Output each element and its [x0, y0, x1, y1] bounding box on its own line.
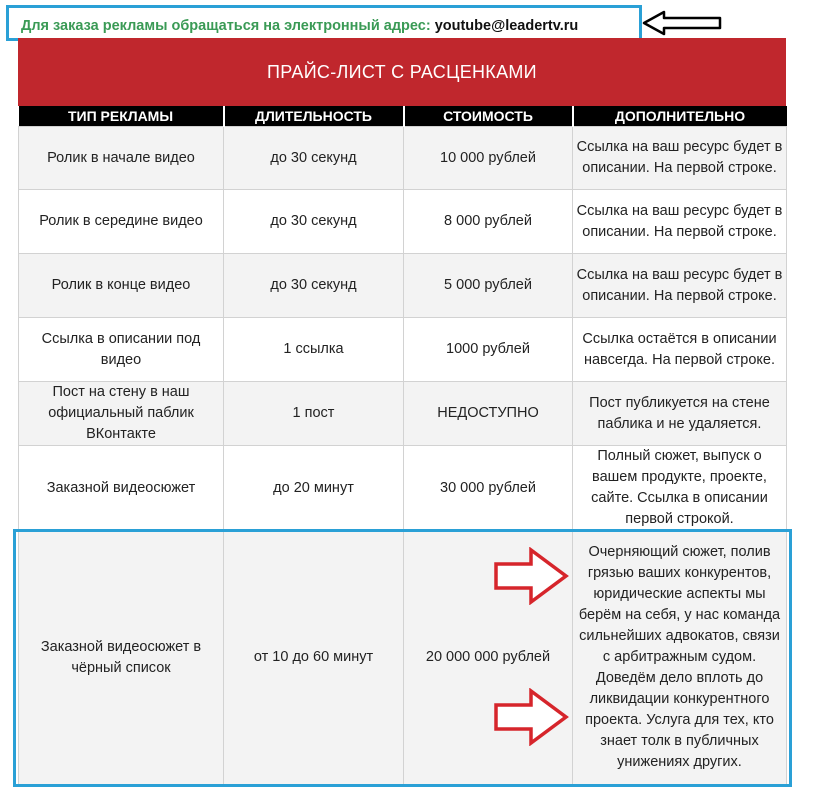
price-cell: 5 000 рублей: [404, 254, 573, 318]
header-price: СТОИМОСТЬ: [404, 106, 573, 127]
duration-cell: до 30 секунд: [224, 254, 404, 318]
duration-cell: до 20 минут: [224, 446, 404, 531]
table-header-row: [19, 106, 787, 127]
duration-cell: до 30 секунд: [224, 127, 404, 190]
table-row: [19, 127, 787, 190]
extra-cell: Очерняющий сюжет, полив грязью ваших конкурентов, юридические аспекты мы берём на себя, у нас команда сильнейших адвокатов, связи с арбитражным судом. Доведём дело вплоть до ликвидации конкурентного проекта. Услуга для тех, кто знает толк в публичных унижениях других.: [573, 531, 787, 785]
extra-cell: Ссылка на ваш ресурс будет в описании. На первой строке.: [573, 254, 787, 318]
duration-cell: 1 ссылка: [224, 318, 404, 382]
header-ad-type: ТИП РЕКЛАМЫ: [19, 106, 224, 127]
email-notice-box: [6, 5, 642, 41]
extra-cell: Ссылка остаётся в описании навсегда. На первой строке.: [573, 318, 787, 382]
table-row: [19, 446, 787, 531]
price-cell: НЕДОСТУПНО: [404, 382, 573, 446]
arrow-left-icon: [642, 10, 722, 36]
price-cell: 10 000 рублей: [404, 127, 573, 190]
highlight-blacklist-row: [13, 529, 792, 787]
ad-type-cell: Ролик в середине видео: [19, 190, 224, 254]
ad-type-cell: Ссылка в описании под видео: [19, 318, 224, 382]
duration-cell: от 10 до 60 минут: [224, 531, 404, 785]
price-cell: 30 000 рублей: [404, 446, 573, 531]
arrow-right-icon: [493, 547, 569, 605]
table-row: [19, 318, 787, 382]
extra-cell: Пост публикуется на стене паблика и не удаляется.: [573, 382, 787, 446]
ad-type-cell: Ролик в конце видео: [19, 254, 224, 318]
extra-cell: Ссылка на ваш ресурс будет в описании. На первой строке.: [573, 127, 787, 190]
page-bottom-edge: [0, 789, 819, 795]
price-list-title: ПРАЙС-ЛИСТ С РАСЦЕНКАМИ: [267, 62, 537, 82]
extra-cell: Полный сюжет, выпуск о вашем продукте, проекте, сайте. Ссылка в описании первой строкой.: [573, 446, 787, 531]
header-extra: ДОПОЛНИТЕЛЬНО: [573, 106, 787, 127]
duration-cell: до 30 секунд: [224, 190, 404, 254]
price-cell: 20 000 000 рублей: [404, 531, 573, 785]
table-row: [19, 254, 787, 318]
price-cell: 1000 рублей: [404, 318, 573, 382]
arrow-right-icon: [493, 688, 569, 746]
header-duration: ДЛИТЕЛЬНОСТЬ: [224, 106, 404, 127]
ad-type-cell: Заказной видеосюжет в чёрный список: [19, 531, 224, 785]
contact-email-link[interactable]: youtube@leadertv.ru: [434, 18, 579, 34]
duration-cell: 1 пост: [224, 382, 404, 446]
extra-cell: Ссылка на ваш ресурс будет в описании. На первой строке.: [573, 190, 787, 254]
price-list-banner: [18, 38, 786, 106]
ad-type-cell: Ролик в начале видео: [19, 127, 224, 190]
notice-text: Для заказа рекламы обращаться на электронный адрес:: [21, 18, 435, 34]
table-row: [19, 382, 787, 446]
ad-type-cell: Пост на стену в наш официальный паблик ВКонтакте: [19, 382, 224, 446]
price-cell: 8 000 рублей: [404, 190, 573, 254]
ad-type-cell: Заказной видеосюжет: [19, 446, 224, 531]
table-row: [19, 190, 787, 254]
